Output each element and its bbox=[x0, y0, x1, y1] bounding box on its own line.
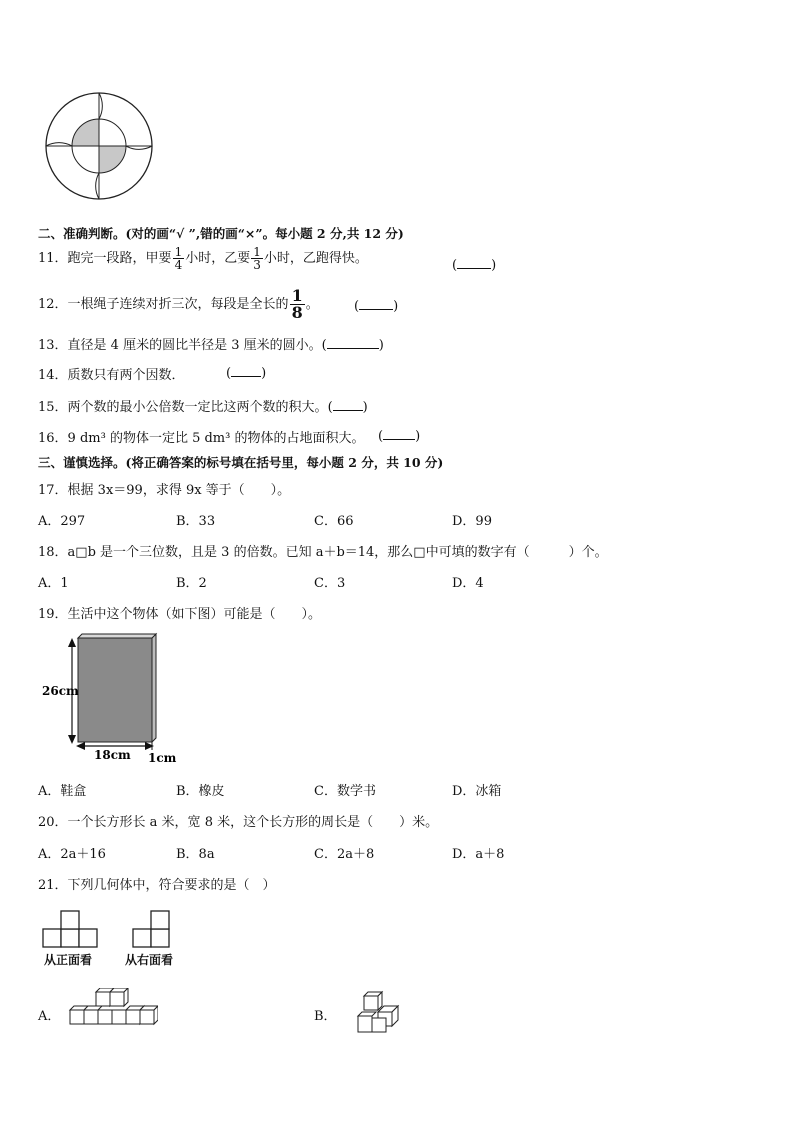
question-16: 16．9 dm³ 的物体一定比 5 dm³ 的物体的占地面积大。 bbox=[38, 431, 365, 446]
q20-option-a[interactable]: A．2a＋16 bbox=[38, 847, 106, 862]
q20-option-d[interactable]: D．a＋8 bbox=[452, 847, 505, 862]
question-14: 14．质数只有两个因数． bbox=[38, 368, 185, 383]
book-depth-label: 1cm bbox=[148, 751, 177, 765]
section-3-title: 三、谨慎选择。(将正确答案的标号填在括号里，每小题 2 分，共 10 分) bbox=[38, 455, 444, 470]
question-13: 13．直径是 4 厘米的圆比半径是 3 厘米的圆小。( ) bbox=[38, 338, 384, 353]
q18-option-d[interactable]: D．4 bbox=[452, 576, 484, 591]
answer-blank-16[interactable]: ( ) bbox=[378, 429, 421, 444]
book-figure bbox=[40, 632, 180, 768]
answer-blank-15[interactable] bbox=[333, 398, 363, 411]
q20-option-c[interactable]: C．2a＋8 bbox=[314, 847, 375, 862]
q17-option-b[interactable]: B．33 bbox=[176, 514, 216, 529]
q21-option-b-cubes bbox=[356, 990, 404, 1036]
q18-option-a[interactable]: A．1 bbox=[38, 576, 69, 591]
question-17: 17．根据 3x＝99，求得 9x 等于（ ）。 bbox=[38, 483, 291, 498]
section-2-title: 二、准确判断。(对的画“√ ”,错的画“×”。每小题 2 分,共 12 分) bbox=[38, 226, 404, 241]
q20-option-b[interactable]: B．8a bbox=[176, 847, 215, 862]
q21-option-b[interactable]: B． bbox=[314, 1009, 337, 1024]
q18-option-b[interactable]: B．2 bbox=[176, 576, 207, 591]
question-19: 19．生活中这个物体（如下图）可能是（ ）。 bbox=[38, 607, 322, 622]
question-18: 18．a□b 是一个三位数，且是 3 的倍数。已知 a＋b＝14，那么□中可填的数字有（ ）个。 bbox=[38, 545, 608, 560]
question-15: 15．两个数的最小公倍数一定比这两个数的积大。( ) bbox=[38, 400, 368, 415]
q19-option-a[interactable]: A．鞋盒 bbox=[38, 784, 87, 799]
answer-blank-11[interactable]: ( ) bbox=[452, 258, 497, 273]
question-11: 11．跑完一段路，甲要 $\frac{1}{4}$ 小时，乙要 $\frac{1}{3}$ 小时，乙跑得快。 bbox=[38, 245, 368, 272]
book-width-label: 18cm bbox=[94, 748, 131, 762]
q19-option-d[interactable]: D．冰箱 bbox=[452, 784, 502, 799]
question-20: 20．一个长方形长 a 米，宽 8 米，这个长方形的周长是（ ）米。 bbox=[38, 815, 439, 830]
book-height-label: 26cm bbox=[42, 684, 79, 698]
q21-option-a-cubes bbox=[66, 988, 158, 1034]
front-view-figure bbox=[42, 910, 100, 950]
answer-blank-13[interactable] bbox=[327, 336, 379, 349]
q19-option-b[interactable]: B．橡皮 bbox=[176, 784, 225, 799]
right-view-label: 从右面看 bbox=[125, 953, 174, 967]
q18-option-c[interactable]: C．3 bbox=[314, 576, 346, 591]
q21-option-a[interactable]: A． bbox=[38, 1009, 61, 1024]
right-view-figure bbox=[132, 910, 172, 950]
circle-pinwheel-figure bbox=[40, 92, 158, 200]
q19-option-c[interactable]: C．数学书 bbox=[314, 784, 376, 799]
question-12: 12．一根绳子连续对折三次，每段是全长的 $\frac{1}{8}$ 。 bbox=[38, 286, 319, 322]
q17-option-c[interactable]: C．66 bbox=[314, 514, 354, 529]
q17-option-a[interactable]: A．297 bbox=[38, 514, 86, 529]
answer-blank-12[interactable]: ( ) bbox=[354, 299, 399, 314]
answer-blank-14[interactable]: ( ) bbox=[226, 366, 267, 381]
q17-option-d[interactable]: D．99 bbox=[452, 514, 492, 529]
front-view-label: 从正面看 bbox=[44, 953, 93, 967]
question-21: 21．下列几何体中，符合要求的是（ ） bbox=[38, 878, 276, 893]
